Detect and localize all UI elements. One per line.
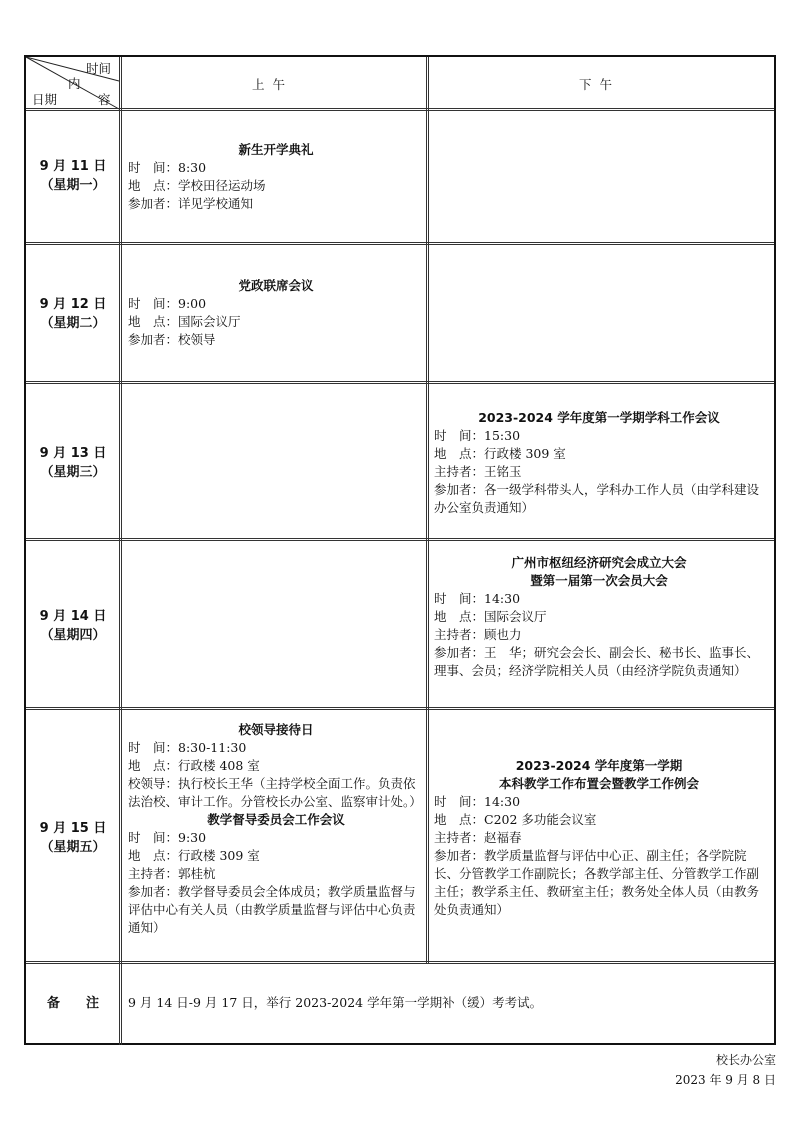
row-divider xyxy=(26,538,774,541)
event-time: 时 间：9:00 xyxy=(128,296,207,311)
day-date: 9 月 11 日 xyxy=(39,159,107,174)
event-host: 主持者：赵福春 xyxy=(434,830,522,845)
remarks-label: 备 注 xyxy=(46,996,99,1011)
day-date: 9 月 15 日 xyxy=(39,821,107,836)
event-place: 地 点：国际会议厅 xyxy=(128,314,241,329)
event-time: 时 间：9:30 xyxy=(128,830,207,845)
row-divider xyxy=(26,961,774,964)
day-weekday: （星期一） xyxy=(40,178,106,193)
row-divider xyxy=(26,381,774,384)
column-divider-ampm xyxy=(426,57,429,963)
event-time: 时 间：14:30 xyxy=(434,591,521,606)
row-divider xyxy=(26,707,774,710)
header-corner-time: 时间 xyxy=(86,61,112,76)
day-pm-cell xyxy=(434,409,764,517)
header-corner-content-1: 内 xyxy=(68,76,81,91)
header-corner-content-2: 容 xyxy=(98,92,111,107)
footer-date: 2023 年 9 月 8 日 xyxy=(675,1073,776,1087)
day-date: 9 月 14 日 xyxy=(39,609,107,624)
remarks-text: 9 月 14 日-9 月 17 日，举行 2023-2024 学年第一学期补（缓）考考试。 xyxy=(128,995,543,1010)
row-divider xyxy=(26,242,774,245)
event-time: 时 间：8:30 xyxy=(128,160,207,175)
header-divider xyxy=(26,108,774,111)
day-pm-cell xyxy=(434,757,764,919)
event-place: 地 点：国际会议厅 xyxy=(434,609,547,624)
day-weekday: （星期四） xyxy=(40,628,106,643)
event-place: 地 点：学校田径运动场 xyxy=(128,178,266,193)
header-pm: 下 午 xyxy=(579,77,612,92)
event-place: 地 点：行政楼 408 室 xyxy=(128,758,260,773)
event-title: 2023-2024 学年度第一学期 xyxy=(515,758,683,773)
day-date-cell xyxy=(26,819,120,857)
day-date: 9 月 13 日 xyxy=(39,446,107,461)
day-pm-cell xyxy=(434,554,764,680)
event-place: 地 点：行政楼 309 室 xyxy=(434,446,566,461)
header-corner-date: 日期 xyxy=(32,92,58,107)
event-title: 2023-2024 学年度第一学期学科工作会议 xyxy=(478,410,720,425)
event-host: 主持者：王铭玉 xyxy=(434,464,522,479)
day-am-cell xyxy=(128,141,424,213)
event-time: 时 间：15:30 xyxy=(434,428,521,443)
event-time: 时 间：8:30-11:30 xyxy=(128,740,247,755)
event-attendees: 参加者：教学质量监督与评估中心正、副主任；各学院院长、分管教学工作副院长；各教学部主任、分管教学工作副主任；教学系主任、教研室主任；教务处全体人员（由教务处负责通知） xyxy=(434,848,760,917)
footer-office: 校长办公室 xyxy=(715,1053,776,1067)
event-place: 地 点：行政楼 309 室 xyxy=(128,848,260,863)
event-title: 校领导接待日 xyxy=(238,722,314,737)
event-attendees: 参加者：各一级学科带头人，学科办工作人员（由学科建设办公室负责通知） xyxy=(434,482,760,515)
day-weekday: （星期三） xyxy=(40,465,106,480)
day-weekday: （星期五） xyxy=(40,840,106,855)
event-title: 新生开学典礼 xyxy=(238,142,314,157)
event-attendees: 参加者：详见学校通知 xyxy=(128,196,254,211)
column-divider-date xyxy=(119,57,122,1045)
event-host: 主持者：顾也力 xyxy=(434,627,522,642)
event-title-second: 教学督导委员会工作会议 xyxy=(207,812,345,827)
day-date-cell xyxy=(26,444,120,482)
event-subtitle: 暨第一届第一次会员大会 xyxy=(530,573,668,588)
event-attendees: 参加者：教学督导委员会全体成员；教学质量监督与评估中心有关人员（由教学质量监督与评估中心负责通知） xyxy=(128,884,416,935)
event-attendees: 参加者：王 华；研究会会长、副会长、秘书长、监事长、理事、会员；经济学院相关人员（由经济学院负责通知） xyxy=(434,645,760,678)
event-host: 主持者：郭桂杭 xyxy=(128,866,216,881)
day-weekday: （星期二） xyxy=(40,316,106,331)
event-attendees: 参加者：校领导 xyxy=(128,332,216,347)
day-date-cell xyxy=(26,295,120,333)
day-date-cell xyxy=(26,607,120,645)
event-time: 时 间：14:30 xyxy=(434,794,521,809)
day-am-cell xyxy=(128,721,424,937)
schedule-table xyxy=(24,55,776,1045)
day-date-cell xyxy=(26,157,120,195)
event-leader: 校领导：执行校长王华（主持学校全面工作。负责依法治校、审计工作。分管校长办公室、监察审计处。） xyxy=(128,776,422,809)
day-date: 9 月 12 日 xyxy=(39,297,107,312)
day-am-cell xyxy=(128,277,424,349)
event-place: 地 点：C202 多功能会议室 xyxy=(434,812,597,827)
event-subtitle: 本科教学工作布置会暨教学工作例会 xyxy=(498,776,699,791)
event-title: 广州市枢纽经济研究会成立大会 xyxy=(511,555,687,570)
header-am: 上 午 xyxy=(252,77,285,92)
event-title: 党政联席会议 xyxy=(238,278,314,293)
